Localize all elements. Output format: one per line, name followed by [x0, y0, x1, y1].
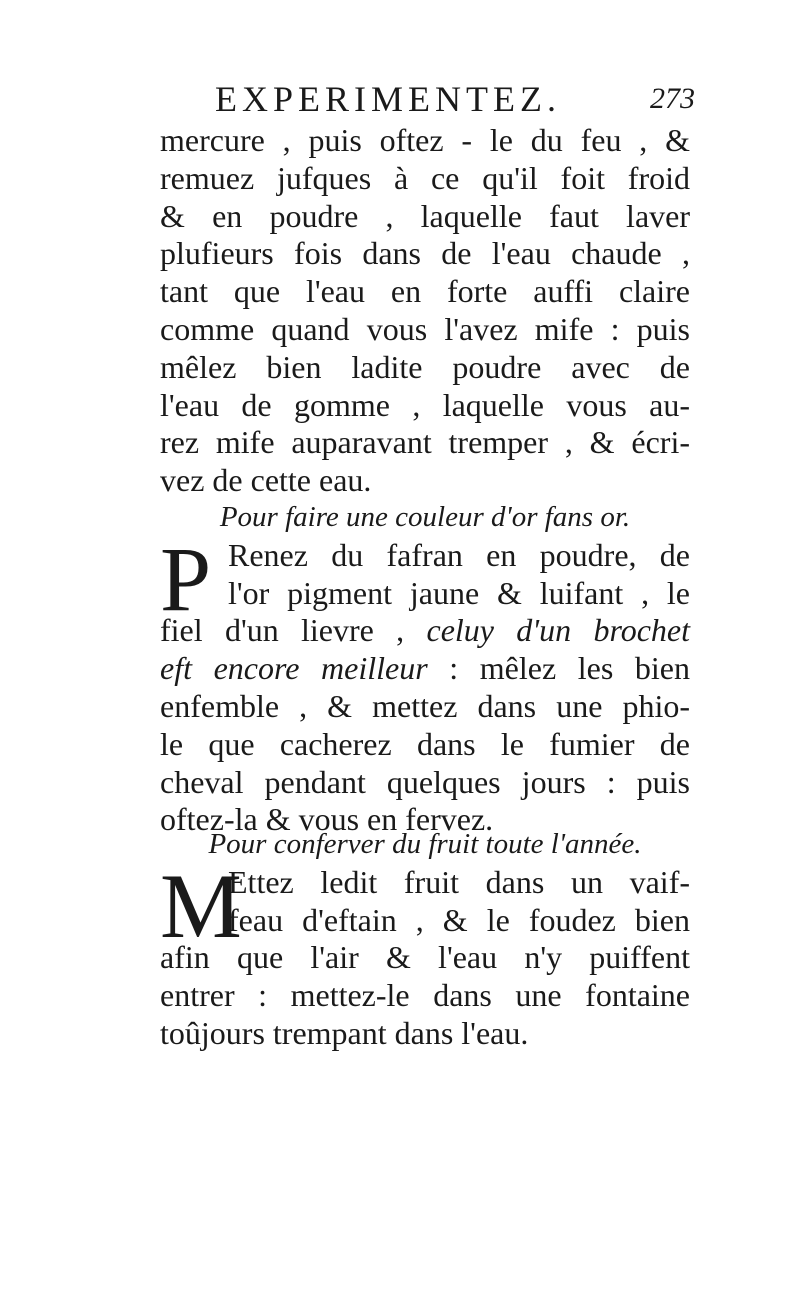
text-line: oftez-la & vous en fervez.: [160, 801, 494, 838]
text-fragment: : mêlez les bien: [427, 650, 691, 687]
italic-fragment: eft encore meilleur: [160, 650, 428, 687]
text-line: comme quand vous l'avez mife : puis: [160, 310, 690, 347]
text-line: plufieurs fois dans de l'eau chaude ,: [160, 235, 690, 272]
section-conserver-fruit: [160, 826, 690, 1053]
text-line: cheval pendant quelques jours : puis: [160, 763, 690, 800]
text-line: l'or pigment jaune & luifant , le: [228, 574, 690, 611]
section-continued-text: [160, 122, 690, 500]
text-line: vez de cette eau.: [160, 462, 372, 499]
text-line: & en poudre , laquelle faut laver: [160, 197, 690, 234]
text-line: mercure , puis oftez - le du feu , &: [160, 122, 690, 158]
section-heading: Pour faire une couleur d'or fans or.: [219, 501, 631, 533]
text-line: entrer : mettez-le dans une fontaine: [160, 977, 690, 1014]
text-line: toûjours trempant dans l'eau.: [160, 1014, 529, 1051]
drop-cap: P: [160, 528, 212, 630]
text-line: Ettez ledit fruit dans un vaif-: [228, 863, 690, 900]
running-head: EXPERIMENTEZ.: [215, 79, 561, 119]
italic-fragment: celuy d'un brochet: [426, 612, 691, 649]
text-line: le que cacherez dans le fumier de: [160, 725, 690, 762]
section-heading: Pour conferver du fruit toute l'année.: [208, 828, 642, 860]
text-line: rez mife auparavant tremper , & écri-: [160, 424, 690, 461]
text-line: tant que l'eau en forte auffi claire: [160, 273, 690, 310]
text-line: afin que l'air & l'eau n'y puiffent: [160, 939, 690, 976]
text-line: [160, 612, 690, 650]
page-number: 273: [650, 82, 695, 115]
text-line: l'eau de gomme , laquelle vous au-: [160, 386, 690, 423]
text-line: feau d'eftain , & le foudez bien: [228, 901, 690, 938]
text-line: mêlez bien ladite poudre avec de: [160, 348, 690, 385]
text-line: enfemble , & mettez dans une phio-: [160, 687, 690, 724]
section-couleur-or: [160, 499, 690, 839]
text-line: remuez jufques à ce qu'il foit froid: [160, 159, 690, 196]
page-header: [215, 78, 695, 124]
text-line: Renez du fafran en poudre, de: [228, 536, 690, 573]
text-fragment: fiel d'un lievre ,: [160, 612, 427, 649]
drop-cap: M: [160, 855, 242, 957]
text-line: [160, 650, 690, 688]
